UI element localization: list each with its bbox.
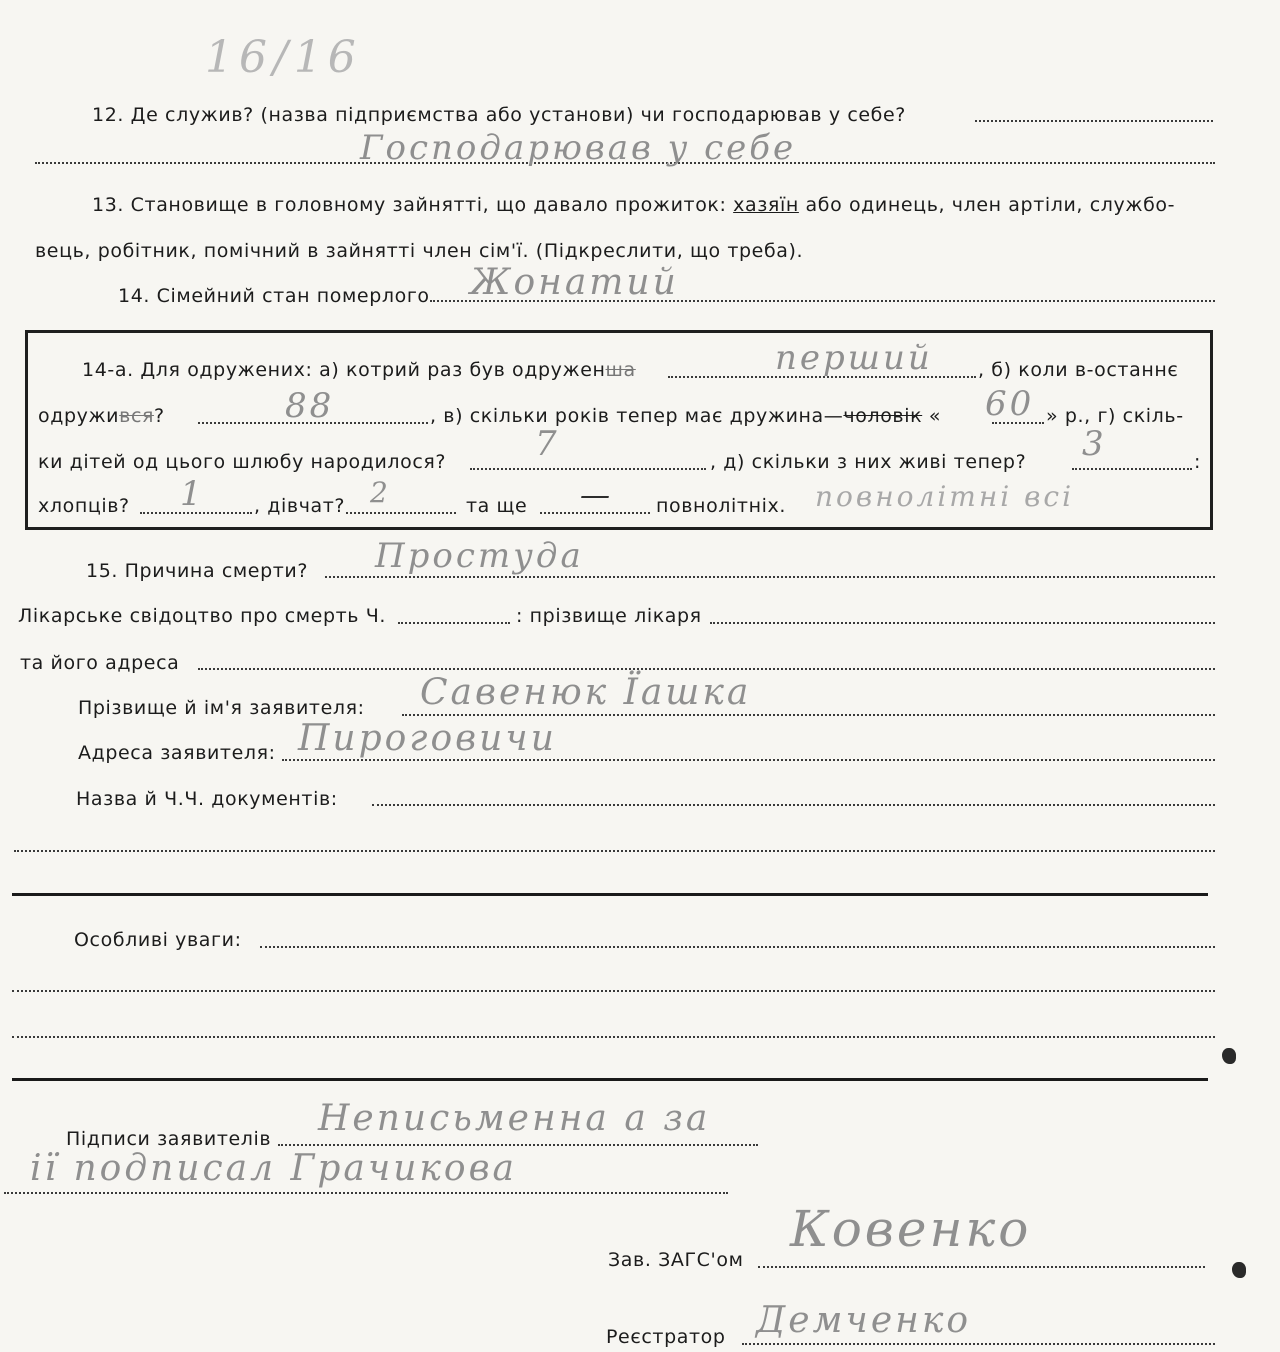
q14a-a-label: 14-а. Для одружених: а) котрий раз був одружен: [82, 359, 606, 381]
q14a-children-answer: 7: [535, 424, 560, 464]
q12-label: 12. Де служив? (назва підприємства або установи) чи господарював у себе?: [92, 104, 906, 126]
q14a-g-label: » р., г) скіль-: [1046, 405, 1184, 427]
q13-line-1: [92, 192, 1175, 218]
q14a-boys-label: хлопців?: [38, 495, 130, 517]
q13-text-b: або одинець, член артіли, службо-: [798, 194, 1176, 216]
q14a-line-2: [38, 403, 165, 429]
doctor-line[interactable]: [710, 622, 1215, 624]
applicant-name-answer: Савенюк Їашка: [420, 672, 752, 713]
q14a-b-label: , б) коли в-останнє: [978, 359, 1179, 381]
applicant-name-label: Прізвище й ім'я заявителя:: [78, 697, 365, 719]
ink-mark-1: [1222, 1048, 1236, 1064]
q14a-a-answer: перший: [775, 338, 933, 378]
applicants-signatures-label: Підписи заявителів: [66, 1128, 272, 1150]
q14-label: 14. Сімейний стан померлого: [118, 285, 430, 307]
documents-line-1[interactable]: [372, 804, 1215, 806]
medical-label: Лікарське свідоцтво про смерть Ч.: [18, 605, 386, 627]
ink-mark-2: [1232, 1262, 1246, 1278]
q14a-b2-label: одружи: [38, 405, 120, 427]
q14a-more-answer: —: [580, 478, 613, 513]
q14a-v-open: «: [922, 405, 942, 427]
q15-label: 15. Причина смерти?: [86, 560, 309, 582]
q15-answer: Простуда: [375, 536, 584, 576]
q14a-b2-struck: вся: [119, 405, 155, 427]
divider-2: [12, 1078, 1208, 1081]
q12-line-1[interactable]: [975, 120, 1213, 122]
q14a-d-answer: 3: [1082, 424, 1107, 464]
documents-label: Назва й Ч.Ч. документів:: [76, 788, 338, 810]
q14a-v-answer: 60: [985, 384, 1035, 424]
q14a-a-struck: ша: [605, 359, 636, 381]
q14a-girls-label: , дівчат?: [254, 495, 346, 517]
applicants-signatures-line[interactable]: [278, 1144, 758, 1146]
q12-answer: Господарював у себе: [360, 128, 797, 168]
notes-line-2[interactable]: [12, 990, 1215, 992]
zags-head-label: Зав. ЗАГС'ом: [608, 1249, 744, 1271]
registrar-label: Реєстратор: [606, 1326, 726, 1348]
q13-text-a: 13. Становище в головному зайнятті, що давало прожиток:: [92, 194, 734, 216]
q14a-children-label: ки дітей од цього шлюбу народилося?: [38, 451, 447, 473]
notes-line-1[interactable]: [260, 946, 1215, 948]
q14a-v-text: [430, 403, 941, 429]
q14a-girls-answer: 2: [370, 476, 391, 509]
q15-line[interactable]: [325, 576, 1215, 578]
q14a-b2-q: ?: [154, 405, 165, 427]
doctor-address-label: та його адреса: [20, 652, 180, 674]
applicants-signatures-line-2[interactable]: [4, 1192, 728, 1194]
applicant-address-label: Адреса заявителя:: [78, 742, 276, 764]
q14a-more-label: та ще: [466, 495, 528, 517]
q14a-d-colon: :: [1194, 451, 1202, 473]
doctor-label: : прізвище лікаря: [516, 605, 702, 627]
applicants-signature-1: Неписьменна а за: [318, 1098, 711, 1139]
applicant-address-line[interactable]: [282, 759, 1215, 761]
medical-number-line[interactable]: [398, 622, 510, 624]
registrar-signature: Демченко: [756, 1300, 972, 1341]
q13-line-2: вець, робітник, помічний в зайнятті член сім'ї. (Підкреслити, що треба).: [35, 240, 804, 262]
applicants-signature-2: ії подписал Грачикова: [30, 1148, 518, 1189]
zags-head-line[interactable]: [758, 1266, 1205, 1268]
q14a-line-1: [82, 357, 636, 383]
q14a-v-label: , в) скільки років тепер має дружина—: [430, 405, 844, 427]
q14a-v-struck: чоловік: [843, 405, 923, 427]
zags-head-signature: Ковенко: [790, 1200, 1032, 1258]
q14-answer: Жонатий: [470, 262, 679, 303]
applicant-address-answer: Пироговичи: [298, 718, 557, 759]
notes-line-3[interactable]: [12, 1036, 1215, 1038]
q14a-adult-label: повнолітніх.: [656, 495, 786, 517]
q14a-d-line[interactable]: [1072, 468, 1192, 470]
documents-line-2[interactable]: [14, 850, 1215, 852]
q14a-girls-line[interactable]: [346, 512, 456, 514]
q13-option-owner: хазяїн: [733, 194, 799, 216]
q14a-adult-note: повнолітні всі: [815, 480, 1075, 513]
doctor-address-line[interactable]: [198, 668, 1215, 670]
notes-label: Особливі уваги:: [74, 929, 242, 951]
registrar-line[interactable]: [742, 1343, 1215, 1345]
q14a-boys-answer: 1: [180, 474, 205, 514]
q14a-b2-answer: 88: [285, 386, 335, 426]
applicant-name-line[interactable]: [402, 714, 1215, 716]
sheet-number: 16/16: [205, 32, 362, 83]
q14a-d-label: , д) скільки з них живі тепер?: [710, 451, 1027, 473]
q14a-children-line[interactable]: [470, 468, 706, 470]
divider-1: [12, 893, 1208, 896]
